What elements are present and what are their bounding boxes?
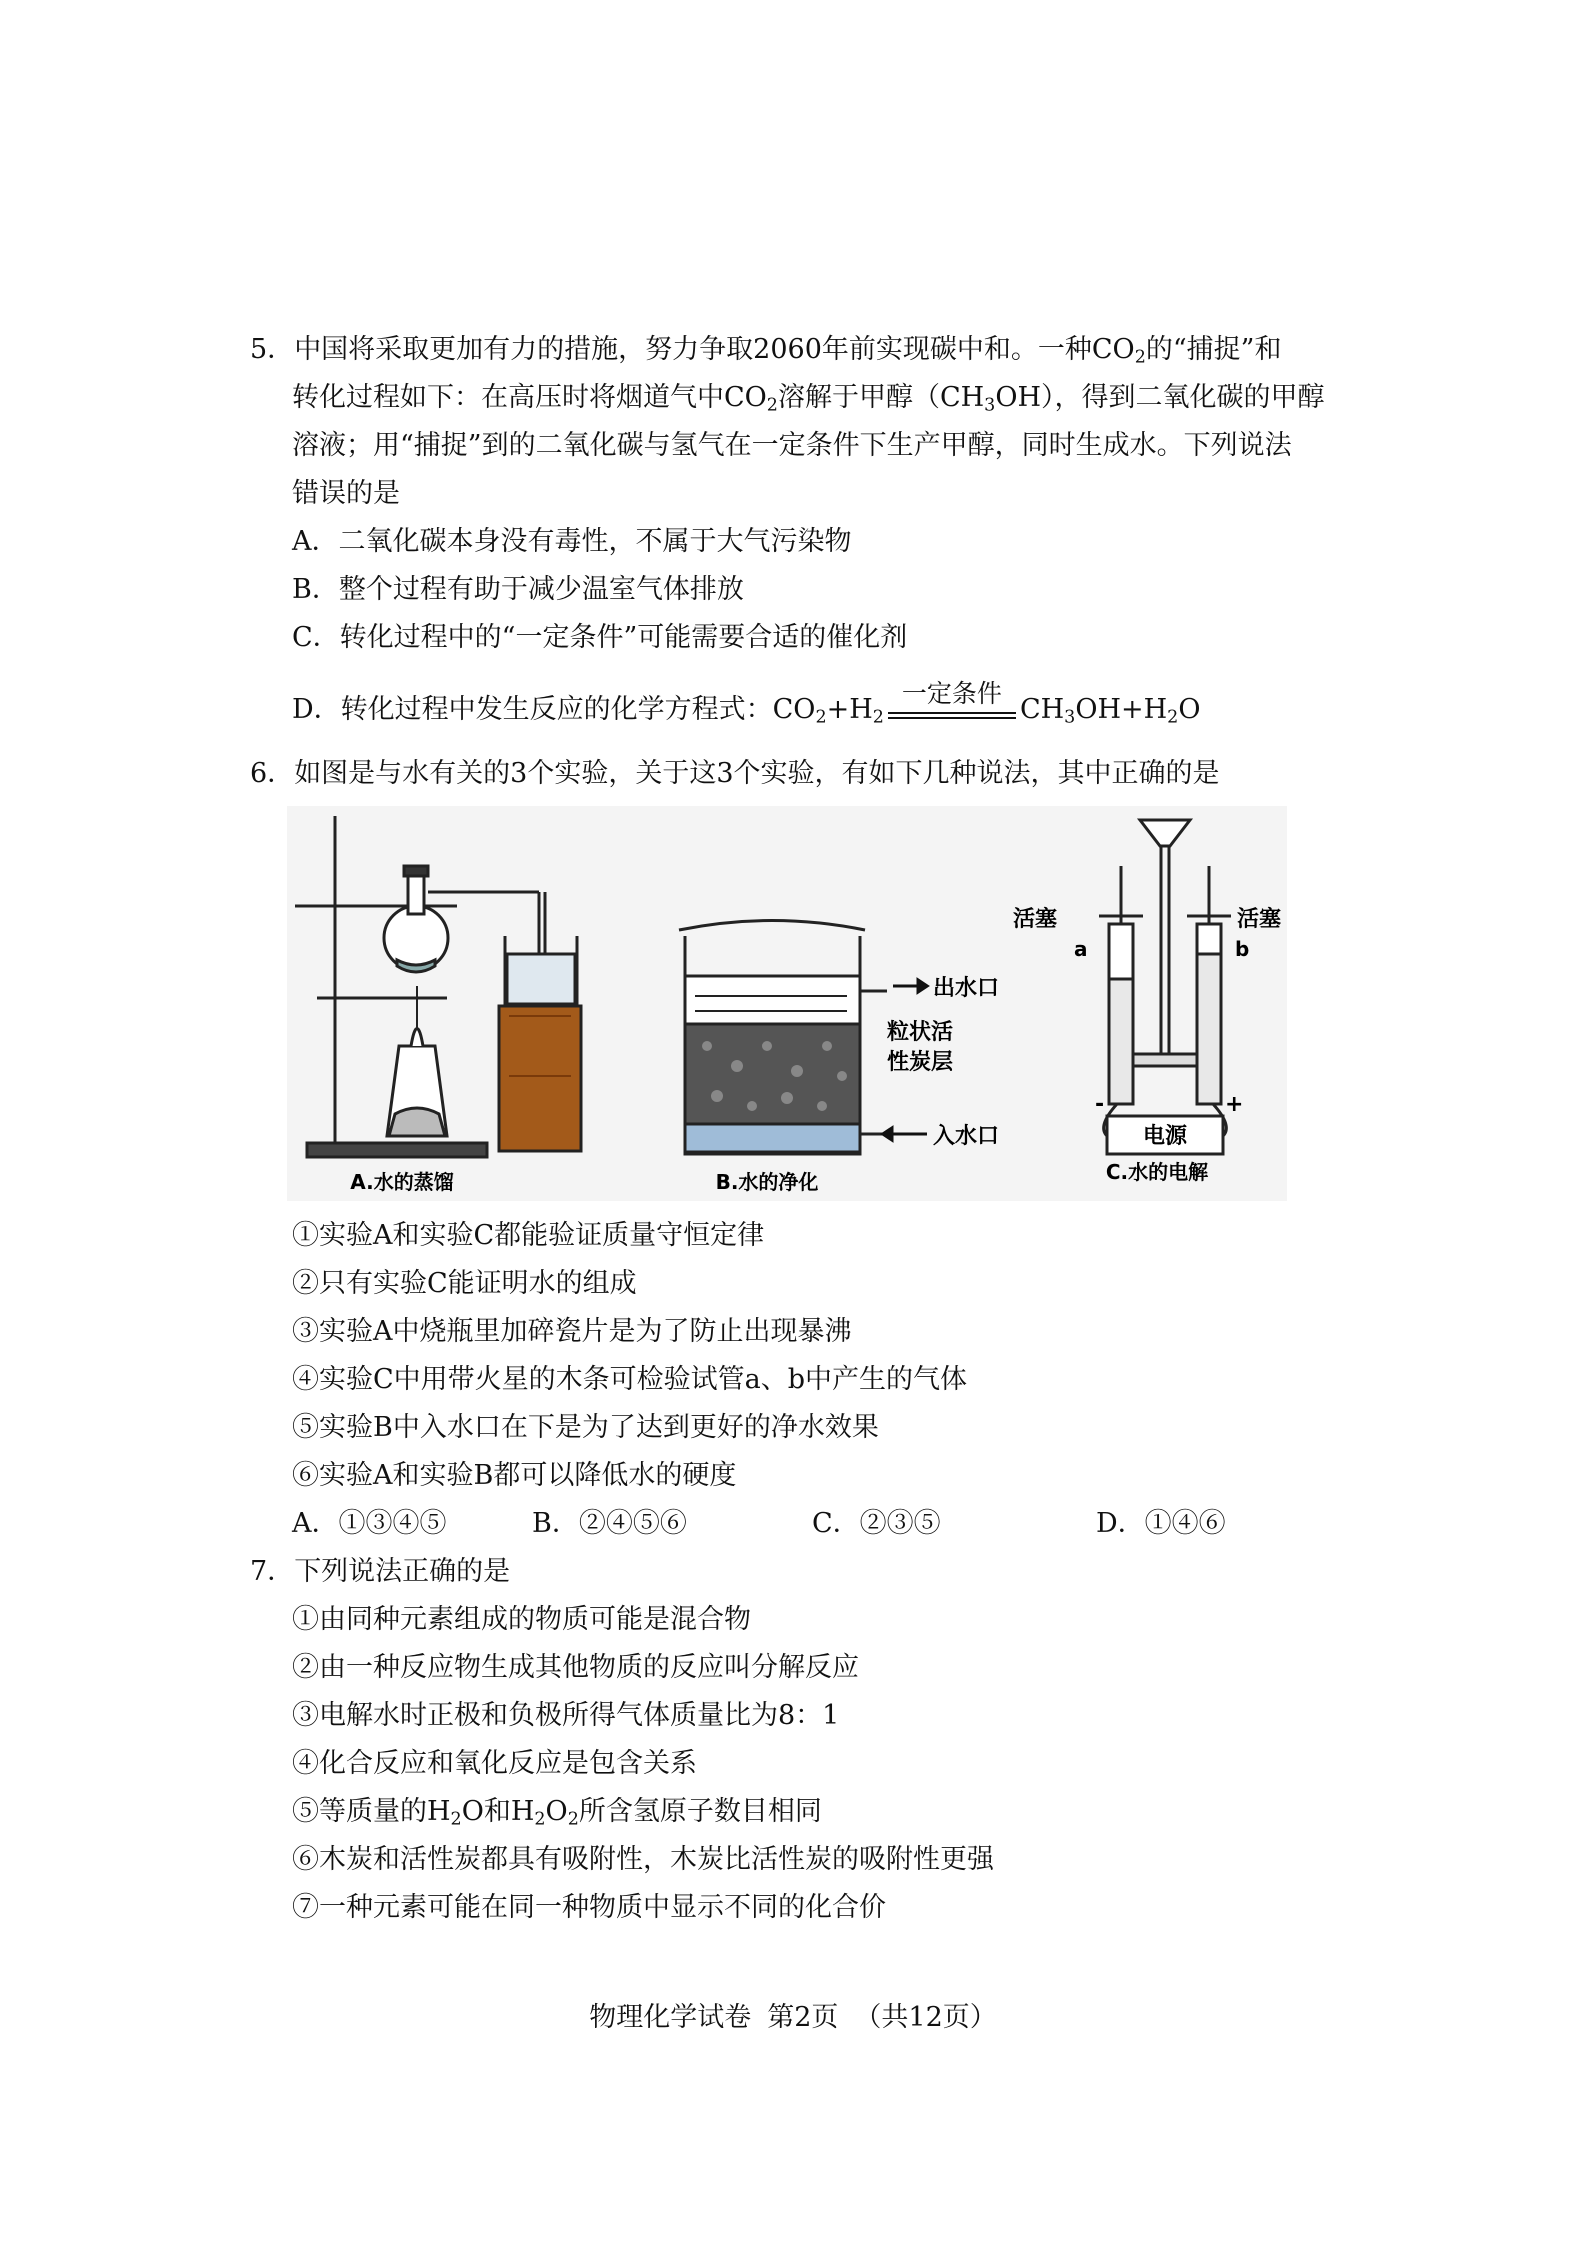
q6-statement-1: ①实验A和实验C都能验证质量守恒定律 (292, 1220, 765, 1251)
q5-d-text: OH+H (1075, 694, 1168, 725)
equals-bar (888, 712, 1016, 714)
carbon-label-1: 粒状活 (887, 1020, 954, 1045)
tube-a-label: a (1074, 937, 1088, 961)
q5-number: 5． (250, 334, 295, 365)
q7-statement-7: ⑦一种元素可能在同一种物质中显示不同的化合价 (292, 1892, 886, 1923)
caption-a: A.水的蒸馏 (350, 1170, 454, 1194)
q7-statement-1: ①由同种元素组成的物质可能是混合物 (292, 1604, 751, 1635)
equals-bar (888, 717, 1016, 719)
q6-statement-2: ②只有实验C能证明水的组成 (292, 1268, 637, 1299)
q5-d-text: D．转化过程中发生反应的化学方程式：CO (292, 694, 816, 725)
q5-text: 的“捕捉”和 (1145, 334, 1282, 365)
q5-sub: 2 (815, 707, 827, 728)
q6-statement-4: ④实验C中用带火星的木条可检验试管a、b中产生的气体 (292, 1364, 968, 1395)
power-label: 电源 (1142, 1124, 1188, 1149)
q6-statement-5: ⑤实验B中入水口在下是为了达到更好的净水效果 (292, 1412, 879, 1443)
q6-statement-6: ⑥实验A和实验B都可以降低水的硬度 (292, 1460, 737, 1491)
q5-text: 中国将采取更加有力的措施，努力争取2060年前实现碳中和。一种CO (294, 334, 1135, 365)
q7-text: 所含氢原子数目相同 (578, 1796, 822, 1827)
q5-line-1 (250, 332, 1281, 368)
q5-line-2 (292, 380, 1325, 416)
q6-option-b: B．②④⑤⑥ (532, 1508, 687, 1539)
q7-stem (250, 1554, 510, 1590)
q7-statement-6: ⑥木炭和活性炭都具有吸附性，木炭比活性炭的吸附性更强 (292, 1844, 994, 1875)
q7-stem-text: 下列说法正确的是 (294, 1556, 511, 1587)
q7-text: ⑤等质量的H (292, 1796, 451, 1827)
q6-option-a: A．①③④⑤ (292, 1508, 447, 1539)
q5-option-a: A．二氧化碳本身没有毒性，不属于大气污染物 (292, 526, 852, 557)
stopcock-label-right: 活塞 (1237, 907, 1282, 932)
footer-total: （共12页） (854, 2002, 997, 2033)
q5-sub: 2 (872, 707, 884, 728)
footer-title: 物理化学试卷 (589, 2002, 752, 2033)
minus-label: - (1095, 1092, 1105, 1117)
plus-label: + (1225, 1092, 1244, 1117)
q7-statement-4: ④化合反应和氧化反应是包含关系 (292, 1748, 697, 1779)
stopcock-label-left: 活塞 (1013, 907, 1058, 932)
q7-number: 7． (250, 1556, 295, 1587)
q5-sub: 2 (1167, 707, 1179, 728)
q5-sub: 2 (766, 395, 778, 416)
q6-option-d: D．①④⑥ (1096, 1508, 1226, 1539)
q5-d-text: O (1178, 694, 1201, 725)
q5-option-b: B．整个过程有助于减少温室气体排放 (292, 574, 744, 605)
reaction-condition (884, 679, 1020, 728)
water-experiments-figure (287, 806, 1287, 1201)
q6-number: 6． (250, 758, 295, 789)
q7-sub: 2 (534, 1809, 546, 1830)
footer-page: 第2页 (767, 2002, 839, 2033)
q5-line-4: 错误的是 (292, 478, 400, 509)
caption-c: C.水的电解 (1105, 1160, 1209, 1184)
q5-sub: 3 (984, 395, 996, 416)
outlet-label: 出水口 (933, 976, 1000, 1001)
q7-statement-5 (292, 1794, 822, 1830)
q5-option-d (292, 679, 1201, 728)
q7-text: O (545, 1796, 568, 1827)
q5-text: 溶解于甲醇（CH (777, 382, 985, 413)
q5-text: OH），得到二氧化碳的甲醇 (995, 382, 1325, 413)
q5-option-c: C．转化过程中的“一定条件”可能需要合适的催化剂 (292, 622, 908, 653)
q5-text: 转化过程如下：在高压时将烟道气中CO (292, 382, 767, 413)
q6-statement-3: ③实验A中烧瓶里加碎瓷片是为了防止出现暴沸 (292, 1316, 852, 1347)
q5-sub: 2 (1134, 347, 1146, 368)
q7-sub: 2 (567, 1809, 579, 1830)
q6-option-c: C．②③⑤ (812, 1508, 941, 1539)
q5-d-text: CH (1019, 694, 1065, 725)
page-footer (0, 1995, 1586, 2034)
q5-sub: 3 (1064, 707, 1076, 728)
q5-line-3: 溶液；用“捕捉”到的二氧化碳与氢气在一定条件下生产甲醇，同时生成水。下列说法 (292, 430, 1292, 461)
q7-statement-3: ③电解水时正极和负极所得气体质量比为8：1 (292, 1700, 840, 1731)
caption-b: B.水的净化 (715, 1170, 819, 1194)
reaction-condition-label: 一定条件 (901, 679, 1002, 708)
q5-d-text: +H (826, 694, 873, 725)
carbon-label-2: 性炭层 (887, 1050, 954, 1075)
q7-statement-2: ②由一种反应物生成其他物质的反应叫分解反应 (292, 1652, 859, 1683)
q7-text: O和H (461, 1796, 535, 1827)
q7-sub: 2 (450, 1809, 462, 1830)
inlet-label: 入水口 (933, 1124, 1000, 1149)
q6-stem-text: 如图是与水有关的3个实验，关于这3个实验，有如下几种说法，其中正确的是 (294, 758, 1220, 789)
tube-b-label: b (1235, 937, 1250, 961)
q6-stem (250, 756, 1220, 792)
